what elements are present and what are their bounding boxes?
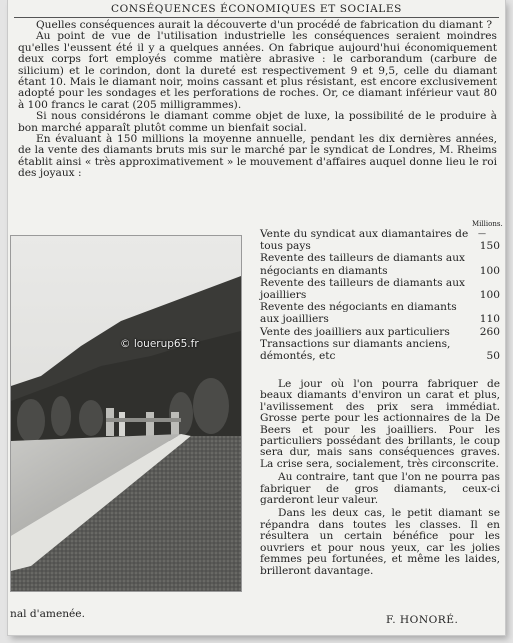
row-value: 110 <box>479 313 500 326</box>
photo-caption: nal d'amenée. <box>10 608 85 620</box>
paragraph-question: Quelles conséquences aurait la découverte d'un procédé de fabrication du diamant ? <box>36 19 493 31</box>
table-row <box>260 338 500 362</box>
table-row <box>260 326 500 338</box>
paragraph-small-diamonds: Dans les deux cas, le petit diamant se répandra dans toutes les classes. Il en résultera un certain bénéfice pour les ouvriers et pour nous yeux, car les jolies femmes peu fortunées, et même les laides, brilleront davantage. <box>260 507 500 577</box>
millions-header: Millions. <box>472 220 503 228</box>
canal-photo <box>10 235 242 592</box>
running-header: CONSÉQUENCES ÉCONOMIQUES ET SOCIALES <box>111 3 402 15</box>
intro-text <box>18 20 497 180</box>
book-page <box>8 0 505 635</box>
row-label: Vente des joailliers aux particuliers <box>260 325 450 338</box>
header-rule <box>14 17 499 18</box>
table-row <box>260 228 500 252</box>
paragraph-luxury: Si nous considérons le diamant comme objet de luxe, la possibilité de le produire à bon marché apparaît plutôt comme un bienfait social. <box>18 110 497 134</box>
table-row <box>260 301 500 325</box>
row-value: 260 <box>479 325 500 338</box>
paragraph-large-diamonds: Au contraire, tant que l'on ne pourra pas fabriquer de gros diamants, ceux-ci garderont leur valeur. <box>260 471 500 507</box>
author-signature: F. HONORÉ. <box>386 614 459 626</box>
row-value: 100 <box>479 289 500 302</box>
paragraph-estimate: En évaluant à 150 millions la moyenne annuelle, pendant les dix dernières années, de la vente des diamants bruts mis sur le marché par le syndicat de Londres, M. Rheims établit ainsi « très approximativement » le mouvement d'affaires auquel donne lieu le roi des joyaux : <box>18 133 497 180</box>
row-value: 100 <box>479 264 500 277</box>
sales-table <box>260 228 500 362</box>
row-label: Transactions sur diamants anciens, démontés, etc <box>260 337 451 363</box>
conclusion-text <box>260 379 500 579</box>
table-row <box>260 252 500 276</box>
row-label: Vente du syndicat aux diamantaires de tous pays <box>260 228 469 253</box>
canal-photo-drawing <box>11 236 241 591</box>
row-label: Revente des tailleurs de diamants aux négociants en diamants <box>260 252 466 277</box>
row-value: 50 <box>486 350 500 363</box>
row-label: Revente des négociants en diamants aux joailliers <box>260 301 457 326</box>
paragraph-price-collapse: Le jour où l'on pourra fabriquer de beaux diamants d'environ un carat et plus, l'avilissement des prix sera immédiat. Grosse perte pour les actionnaires de la De Beers et pour les joailliers. Pour les particuliers possédant des brillants, le coup sera dur, mais sans conséquences graves. La crise sera, socialement, très circonscrite. <box>260 378 500 470</box>
row-value: 150 <box>479 240 500 253</box>
table-row <box>260 277 500 301</box>
paragraph-industrial: Au point de vue de l'utilisation industrielle les conséquences seraient moindres qu'elles l'eussent été il y a quelques années. On fabrique aujourd'hui économiquement deux corps fort employés comme matière abrasive : le carborandum (carbure de silicium) et le corindon, dont la dureté est respectivement 9 et 9,5, celle du diamant étant 10. Mais le diamant noir, moins cassant et plus résistant, est encore exclusivement adopté pour les sondages et les perforations de roches. Or, ce diamant inférieur vaut 80 à 100 francs le carat (205 milligrammes). <box>18 30 497 111</box>
watermark-text: © louerup65.fr <box>120 338 199 350</box>
row-label: Revente des tailleurs de diamants aux joailliers <box>260 276 466 302</box>
millions-dash: — <box>478 229 486 238</box>
